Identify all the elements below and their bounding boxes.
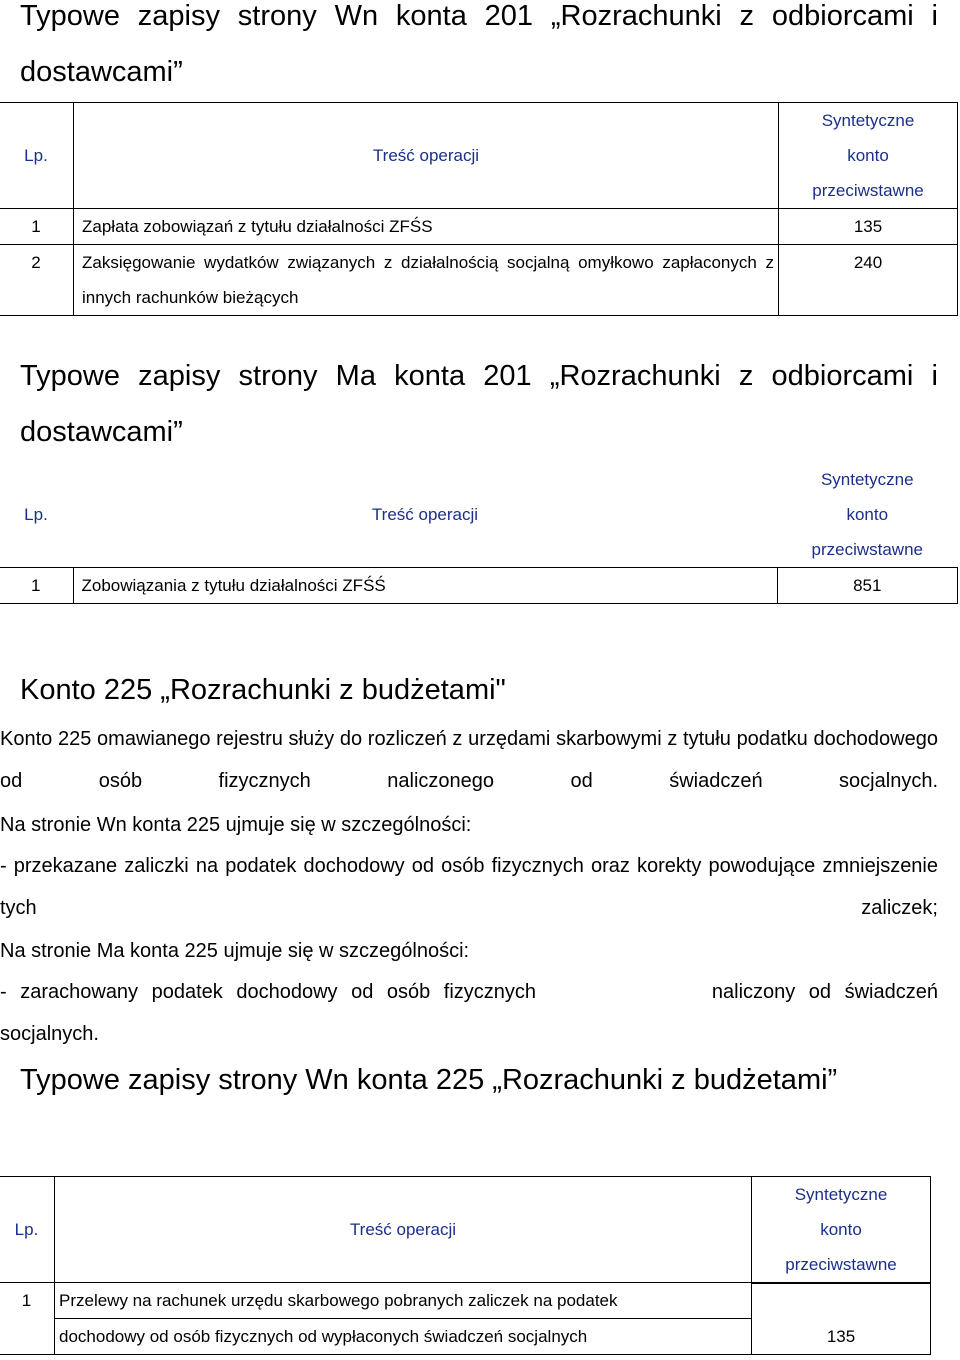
row-operation: [55, 1283, 752, 1355]
header-account-line1: Syntetyczne: [820, 470, 914, 489]
header-account-line1: Syntetyczne: [821, 111, 915, 130]
row-operation-line2: dochodowy od osób fizycznych od wypłaconych świadczeń socjalnych: [59, 1327, 588, 1346]
row-lp: 1: [0, 209, 74, 245]
konto225-ma-label: Na stronie Ma konta 225 ujmuje się w szczególności:: [0, 940, 470, 962]
konto225-ma-item-part2: naliczony od świadczeń: [711, 981, 938, 1003]
header-account-line2: konto: [846, 505, 889, 524]
konto225-intro: Konto 225 omawianego rejestru służy do rozliczeń z urzędami skarbowymi z tytułu podatku dochodowego od osób fizycznych naliczonego od świadczeń socjalnych.: [0, 728, 938, 792]
row-operation: Zapłata zobowiązań z tytułu działalności ZFŚS: [74, 209, 779, 245]
header-account: [779, 103, 958, 209]
konto225-wn-item: - przekazane zaliczki na podatek dochodowy od osób fizycznych oraz korekty powodujące zmniejszenie tych zaliczek;: [0, 855, 938, 919]
table-header-row: [0, 462, 958, 568]
section1-table: [0, 102, 958, 316]
table-row: [0, 209, 958, 245]
row-operation: Zaksięgowanie wydatków związanych z działalnością socjalną omyłkowo zapłaconych z innych rachunków bieżących: [74, 245, 779, 316]
row-lp: 2: [0, 245, 74, 316]
table-row: [0, 245, 958, 316]
row-operation-line1: Przelewy na rachunek urzędu skarbowego pobranych zaliczek na podatek: [55, 1283, 751, 1319]
table-row: [0, 1283, 931, 1355]
row-operation: Zobowiązania z tytułu działalności ZFŚŚ: [73, 568, 777, 604]
header-account-line2: konto: [847, 146, 889, 165]
row-account-value: 135: [826, 1327, 856, 1346]
section3-table: [0, 1176, 931, 1355]
header-account: [752, 1177, 931, 1283]
header-account-line1: Syntetyczne: [794, 1185, 888, 1204]
header-account: [777, 462, 958, 568]
table-header-row: [0, 103, 958, 209]
header-account-line2: konto: [820, 1220, 862, 1239]
header-operation: Treść operacji: [371, 505, 479, 524]
section2-heading: Typowe zapisy strony Ma konta 201 „Rozrachunki z odbiorcami i dostawcami”: [20, 360, 938, 448]
header-lp: Lp.: [24, 505, 48, 524]
row-lp: 1: [0, 1283, 55, 1355]
konto225-title: Konto 225 „Rozrachunki z budżetami": [20, 674, 506, 706]
row-lp: 1: [0, 568, 73, 604]
row-account: 851: [777, 568, 958, 604]
header-account-line3: przeciwstawne: [811, 540, 923, 559]
row-account: [752, 1283, 931, 1355]
section3-heading: Typowe zapisy strony Wn konta 225 „Rozrachunki z budżetami”: [20, 1064, 838, 1096]
header-account-line3: przeciwstawne: [812, 181, 924, 200]
row-account: 135: [779, 209, 958, 245]
konto225-intro-line: [0, 718, 938, 802]
section1-heading: Typowe zapisy strony Wn konta 201 „Rozrachunki z odbiorcami i dostawcami”: [20, 0, 938, 88]
header-lp: Lp.: [0, 103, 74, 209]
konto225-ma-item-part1: - zarachowany podatek dochodowy od osób fizycznych: [0, 981, 537, 1003]
section2-table: [0, 462, 958, 604]
header-operation: Treść operacji: [74, 103, 779, 209]
table-header-row: [0, 1177, 931, 1283]
header-lp: Lp.: [0, 1177, 55, 1283]
row-account-divider: [751, 1283, 931, 1319]
table-row: [0, 568, 958, 604]
header-account-line3: przeciwstawne: [785, 1255, 897, 1274]
konto225-ma-item-end: socjalnych.: [0, 1023, 99, 1045]
header-operation: Treść operacji: [55, 1177, 752, 1283]
row-account: 240: [779, 245, 958, 316]
konto225-ma-item: [0, 971, 938, 1013]
konto225-wn-label: Na stronie Wn konta 225 ujmuje się w szczególności:: [0, 814, 472, 836]
